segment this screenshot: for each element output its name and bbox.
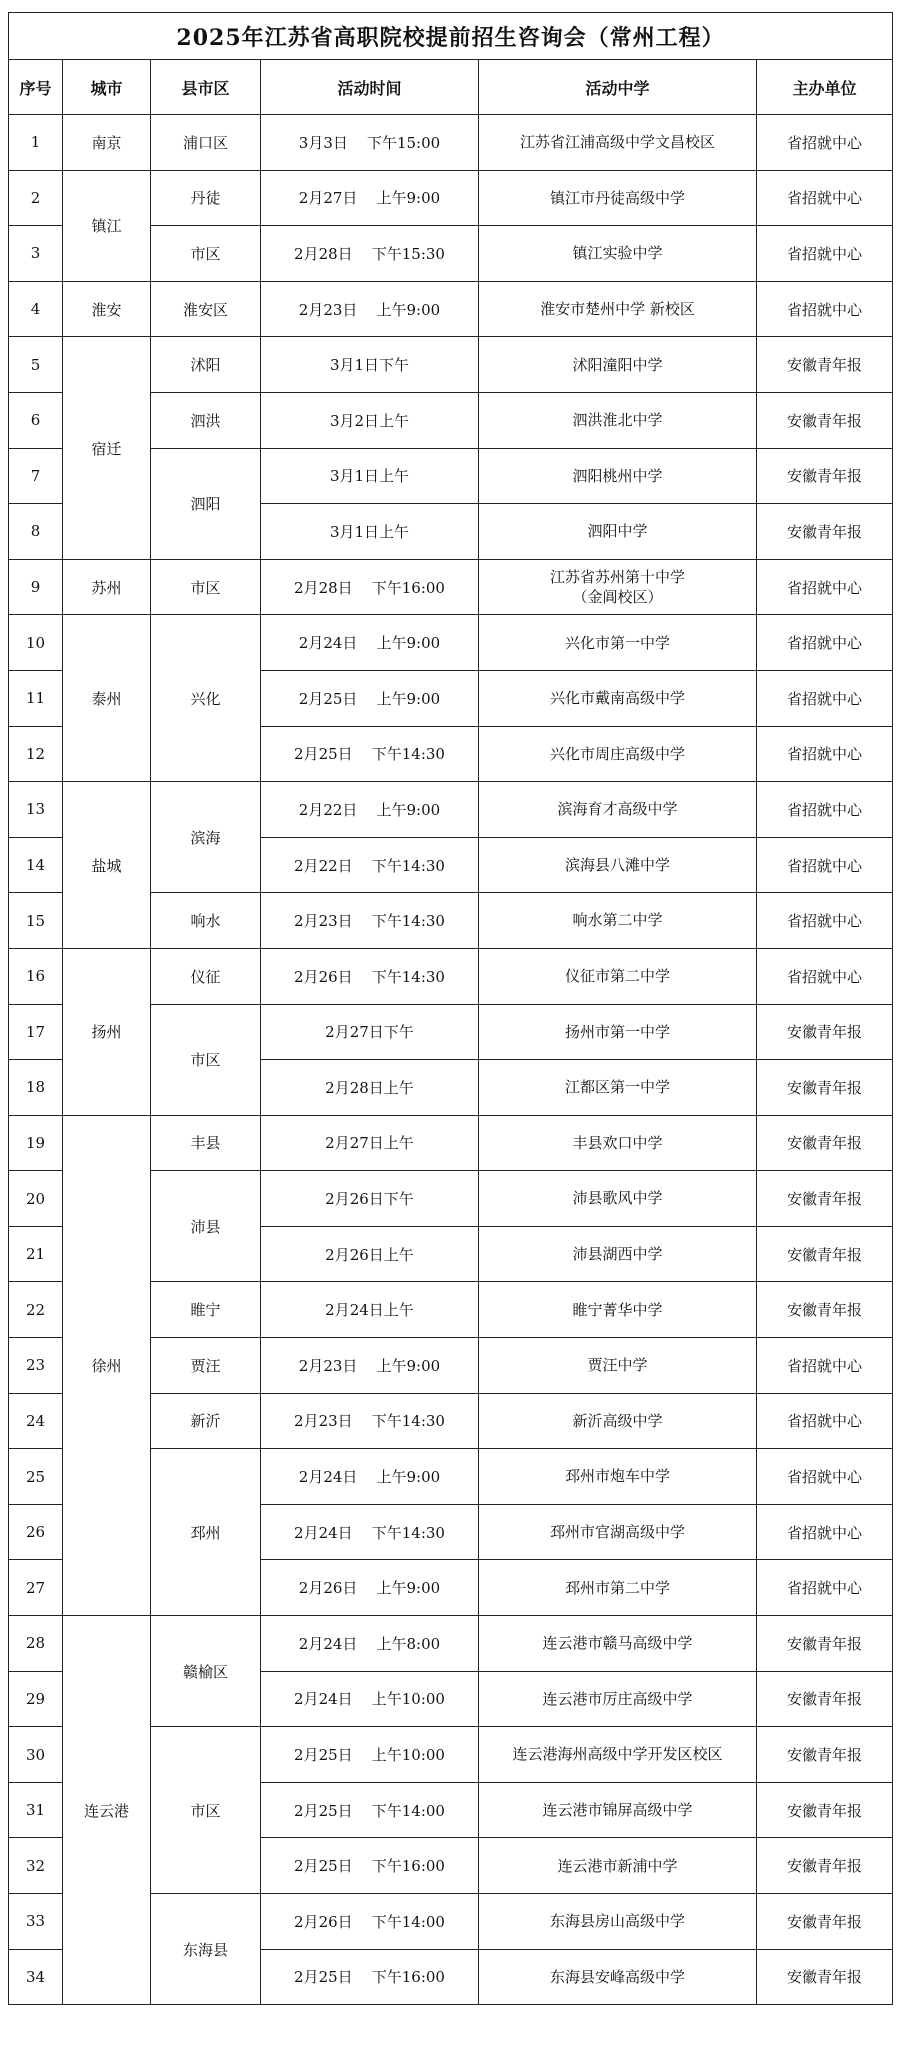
- cell-host: 省招就中心: [757, 1338, 893, 1394]
- cell-seq: 2: [9, 170, 63, 226]
- cell-school: 睢宁菁华中学: [479, 1282, 757, 1338]
- table-row: [9, 281, 893, 337]
- cell-school: 邳州市第二中学: [479, 1560, 757, 1616]
- cell-seq: 14: [9, 837, 63, 893]
- cell-seq: 6: [9, 392, 63, 448]
- cell-seq: 27: [9, 1560, 63, 1616]
- cell-city: 泰州: [63, 615, 151, 782]
- cell-host: 安徽青年报: [757, 1115, 893, 1171]
- header-school: 活动中学: [479, 60, 757, 115]
- cell-district: 市区: [151, 226, 261, 282]
- cell-district: 沭阳: [151, 337, 261, 393]
- table-row: [9, 1115, 893, 1171]
- table-row: [9, 782, 893, 838]
- cell-seq: 29: [9, 1671, 63, 1727]
- cell-host: 安徽青年报: [757, 448, 893, 504]
- cell-time: 2月23日 下午14:30: [261, 893, 479, 949]
- cell-host: 省招就中心: [757, 670, 893, 726]
- cell-host: 省招就中心: [757, 782, 893, 838]
- cell-time: 3月1日上午: [261, 504, 479, 560]
- cell-time: 2月26日上午: [261, 1226, 479, 1282]
- cell-city: 苏州: [63, 559, 151, 615]
- cell-school: 江都区第一中学: [479, 1060, 757, 1116]
- cell-seq: 28: [9, 1616, 63, 1672]
- cell-seq: 25: [9, 1449, 63, 1505]
- cell-seq: 26: [9, 1504, 63, 1560]
- cell-host: 省招就中心: [757, 281, 893, 337]
- cell-seq: 12: [9, 726, 63, 782]
- cell-seq: 23: [9, 1338, 63, 1394]
- cell-school: 沛县歌风中学: [479, 1171, 757, 1227]
- cell-seq: 13: [9, 782, 63, 838]
- cell-host: 安徽青年报: [757, 1060, 893, 1116]
- cell-school: 连云港市赣马高级中学: [479, 1616, 757, 1672]
- cell-school: 仪征市第二中学: [479, 948, 757, 1004]
- cell-host: 安徽青年报: [757, 1616, 893, 1672]
- cell-host: 省招就中心: [757, 726, 893, 782]
- cell-school: 江苏省苏州第十中学 （金阊校区）: [479, 559, 757, 615]
- cell-district: 滨海: [151, 782, 261, 893]
- cell-seq: 16: [9, 948, 63, 1004]
- cell-time: 2月27日下午: [261, 1004, 479, 1060]
- cell-time: 2月22日 上午9:00: [261, 782, 479, 838]
- header-city: 城市: [63, 60, 151, 115]
- cell-seq: 19: [9, 1115, 63, 1171]
- cell-seq: 10: [9, 615, 63, 671]
- cell-school: 镇江市丹徒高级中学: [479, 170, 757, 226]
- cell-seq: 3: [9, 226, 63, 282]
- cell-time: 2月25日 下午14:30: [261, 726, 479, 782]
- header-seq: 序号: [9, 60, 63, 115]
- cell-city: 南京: [63, 115, 151, 171]
- cell-school: 邳州市炮车中学: [479, 1449, 757, 1505]
- title-row: [9, 13, 893, 60]
- cell-time: 2月25日 下午14:00: [261, 1782, 479, 1838]
- cell-time: 2月26日 下午14:30: [261, 948, 479, 1004]
- cell-host: 安徽青年报: [757, 1782, 893, 1838]
- cell-time: 2月24日 上午9:00: [261, 615, 479, 671]
- cell-city: 镇江: [63, 170, 151, 281]
- cell-host: 安徽青年报: [757, 1004, 893, 1060]
- cell-school: 镇江实验中学: [479, 226, 757, 282]
- cell-school: 响水第二中学: [479, 893, 757, 949]
- cell-seq: 33: [9, 1894, 63, 1950]
- cell-school: 江苏省江浦高级中学文昌校区: [479, 115, 757, 171]
- table-row: [9, 948, 893, 1004]
- cell-host: 安徽青年报: [757, 1226, 893, 1282]
- cell-school: 淮安市楚州中学 新校区: [479, 281, 757, 337]
- consultation-schedule-table: [8, 12, 893, 2005]
- cell-time: 2月24日 上午8:00: [261, 1616, 479, 1672]
- cell-district: 市区: [151, 1727, 261, 1894]
- cell-district: 兴化: [151, 615, 261, 782]
- cell-time: 2月23日 上午9:00: [261, 281, 479, 337]
- cell-district: 泗洪: [151, 392, 261, 448]
- cell-seq: 7: [9, 448, 63, 504]
- cell-seq: 30: [9, 1727, 63, 1783]
- cell-school: 兴化市第一中学: [479, 615, 757, 671]
- cell-host: 省招就中心: [757, 170, 893, 226]
- cell-school: 扬州市第一中学: [479, 1004, 757, 1060]
- cell-city: 扬州: [63, 948, 151, 1115]
- cell-district: 睢宁: [151, 1282, 261, 1338]
- cell-time: 2月28日 下午15:30: [261, 226, 479, 282]
- cell-host: 安徽青年报: [757, 1171, 893, 1227]
- cell-city: 盐城: [63, 782, 151, 949]
- cell-time: 2月24日 下午14:30: [261, 1504, 479, 1560]
- cell-city: 宿迁: [63, 337, 151, 559]
- cell-district: 赣榆区: [151, 1616, 261, 1727]
- cell-host: 安徽青年报: [757, 337, 893, 393]
- cell-school: 滨海县八滩中学: [479, 837, 757, 893]
- cell-time: 3月1日上午: [261, 448, 479, 504]
- header-time: 活动时间: [261, 60, 479, 115]
- cell-city: 连云港: [63, 1616, 151, 2005]
- cell-district: 仪征: [151, 948, 261, 1004]
- cell-time: 2月25日 下午16:00: [261, 1838, 479, 1894]
- cell-district: 泗阳: [151, 448, 261, 559]
- cell-seq: 22: [9, 1282, 63, 1338]
- cell-host: 省招就中心: [757, 1449, 893, 1505]
- cell-school: 兴化市戴南高级中学: [479, 670, 757, 726]
- cell-time: 3月3日 下午15:00: [261, 115, 479, 171]
- cell-host: 安徽青年报: [757, 392, 893, 448]
- cell-host: 省招就中心: [757, 115, 893, 171]
- cell-school: 滨海育才高级中学: [479, 782, 757, 838]
- cell-seq: 15: [9, 893, 63, 949]
- table-row: [9, 1616, 893, 1672]
- cell-host: 安徽青年报: [757, 1282, 893, 1338]
- table-row: [9, 115, 893, 171]
- cell-seq: 32: [9, 1838, 63, 1894]
- cell-time: 3月1日下午: [261, 337, 479, 393]
- table-row: [9, 559, 893, 615]
- cell-time: 2月26日 下午14:00: [261, 1894, 479, 1950]
- cell-city: 徐州: [63, 1115, 151, 1615]
- cell-seq: 9: [9, 559, 63, 615]
- cell-seq: 4: [9, 281, 63, 337]
- cell-time: 2月24日 上午9:00: [261, 1449, 479, 1505]
- cell-district: 沛县: [151, 1171, 261, 1282]
- cell-district: 市区: [151, 1004, 261, 1115]
- cell-host: 省招就中心: [757, 615, 893, 671]
- cell-seq: 8: [9, 504, 63, 560]
- cell-seq: 17: [9, 1004, 63, 1060]
- cell-time: 2月26日下午: [261, 1171, 479, 1227]
- table-row: [9, 170, 893, 226]
- header-host: 主办单位: [757, 60, 893, 115]
- cell-school: 泗洪淮北中学: [479, 392, 757, 448]
- cell-school: 连云港市厉庄高级中学: [479, 1671, 757, 1727]
- cell-time: 2月22日 下午14:30: [261, 837, 479, 893]
- cell-host: 省招就中心: [757, 1504, 893, 1560]
- cell-time: 2月27日 上午9:00: [261, 170, 479, 226]
- cell-district: 丹徒: [151, 170, 261, 226]
- cell-time: 2月26日 上午9:00: [261, 1560, 479, 1616]
- cell-time: 2月28日 下午16:00: [261, 559, 479, 615]
- cell-seq: 34: [9, 1949, 63, 2005]
- cell-time: 2月28日上午: [261, 1060, 479, 1116]
- cell-school: 东海县房山高级中学: [479, 1894, 757, 1950]
- cell-host: 省招就中心: [757, 1393, 893, 1449]
- cell-time: 2月24日上午: [261, 1282, 479, 1338]
- cell-seq: 31: [9, 1782, 63, 1838]
- header-district: 县市区: [151, 60, 261, 115]
- cell-school: 连云港市锦屏高级中学: [479, 1782, 757, 1838]
- cell-time: 2月24日 上午10:00: [261, 1671, 479, 1727]
- cell-district: 淮安区: [151, 281, 261, 337]
- cell-seq: 11: [9, 670, 63, 726]
- cell-host: 安徽青年报: [757, 1727, 893, 1783]
- cell-seq: 1: [9, 115, 63, 171]
- cell-host: 安徽青年报: [757, 1894, 893, 1950]
- cell-district: 贾汪: [151, 1338, 261, 1394]
- cell-time: 2月23日 下午14:30: [261, 1393, 479, 1449]
- cell-school: 兴化市周庄高级中学: [479, 726, 757, 782]
- cell-seq: 5: [9, 337, 63, 393]
- cell-seq: 21: [9, 1226, 63, 1282]
- cell-school: 泗阳中学: [479, 504, 757, 560]
- cell-school: 沛县湖西中学: [479, 1226, 757, 1282]
- table-row: [9, 337, 893, 393]
- cell-district: 浦口区: [151, 115, 261, 171]
- cell-school: 新沂高级中学: [479, 1393, 757, 1449]
- cell-host: 省招就中心: [757, 893, 893, 949]
- cell-school: 丰县欢口中学: [479, 1115, 757, 1171]
- cell-school: 连云港市新浦中学: [479, 1838, 757, 1894]
- cell-district: 市区: [151, 559, 261, 615]
- table-row: [9, 615, 893, 671]
- cell-school: 沭阳潼阳中学: [479, 337, 757, 393]
- cell-time: 2月25日 上午10:00: [261, 1727, 479, 1783]
- cell-time: 2月25日 上午9:00: [261, 670, 479, 726]
- cell-city: 淮安: [63, 281, 151, 337]
- table-title: 2025年江苏省高职院校提前招生咨询会（常州工程）: [9, 13, 893, 60]
- cell-time: 2月23日 上午9:00: [261, 1338, 479, 1394]
- cell-district: 东海县: [151, 1894, 261, 2005]
- cell-host: 安徽青年报: [757, 504, 893, 560]
- cell-district: 邳州: [151, 1449, 261, 1616]
- cell-district: 新沂: [151, 1393, 261, 1449]
- cell-host: 省招就中心: [757, 948, 893, 1004]
- cell-host: 省招就中心: [757, 226, 893, 282]
- cell-school: 连云港海州高级中学开发区校区: [479, 1727, 757, 1783]
- cell-seq: 20: [9, 1171, 63, 1227]
- cell-seq: 24: [9, 1393, 63, 1449]
- cell-school: 贾汪中学: [479, 1338, 757, 1394]
- cell-host: 省招就中心: [757, 1560, 893, 1616]
- cell-time: 2月27日上午: [261, 1115, 479, 1171]
- cell-host: 省招就中心: [757, 559, 893, 615]
- cell-school: 邳州市官湖高级中学: [479, 1504, 757, 1560]
- cell-host: 安徽青年报: [757, 1671, 893, 1727]
- cell-host: 省招就中心: [757, 837, 893, 893]
- table-body: [9, 115, 893, 2005]
- cell-district: 响水: [151, 893, 261, 949]
- cell-time: 3月2日上午: [261, 392, 479, 448]
- cell-school: 泗阳桃州中学: [479, 448, 757, 504]
- header-row: [9, 60, 893, 115]
- cell-host: 安徽青年报: [757, 1949, 893, 2005]
- cell-host: 安徽青年报: [757, 1838, 893, 1894]
- cell-district: 丰县: [151, 1115, 261, 1171]
- cell-time: 2月25日 下午16:00: [261, 1949, 479, 2005]
- cell-seq: 18: [9, 1060, 63, 1116]
- cell-school: 东海县安峰高级中学: [479, 1949, 757, 2005]
